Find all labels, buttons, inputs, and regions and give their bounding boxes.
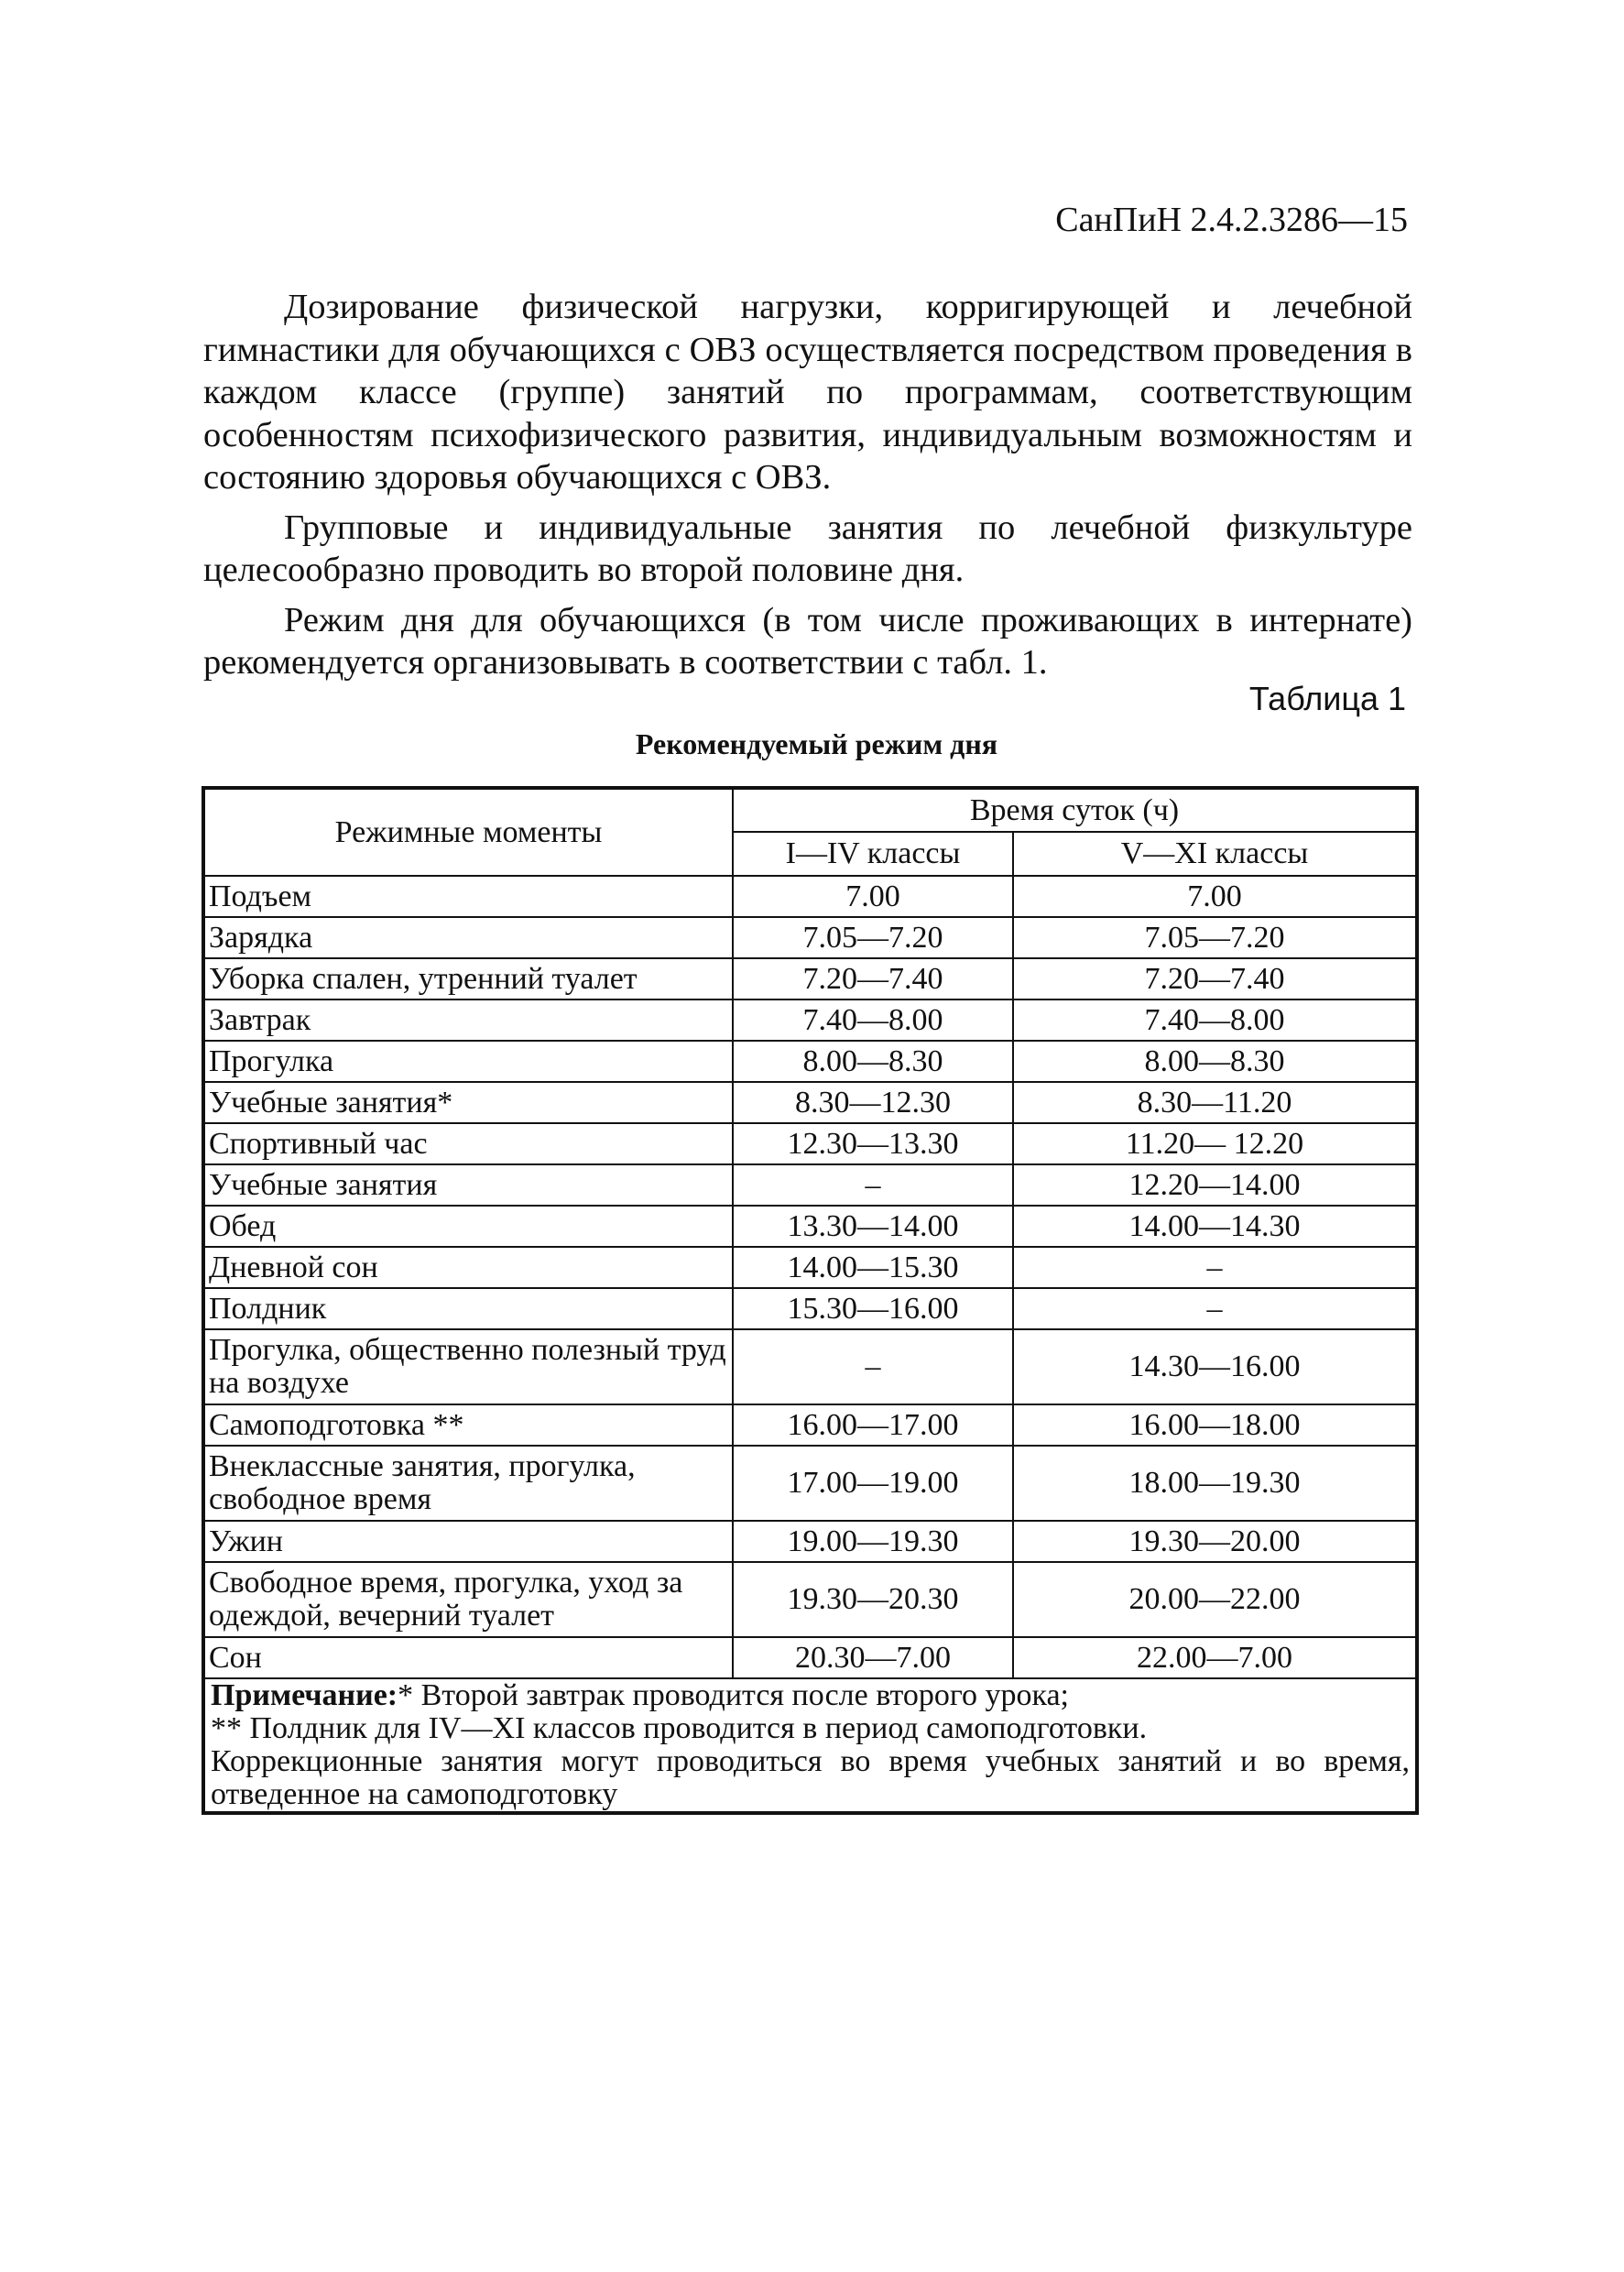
cell-moment: Учебные занятия* <box>203 1082 733 1123</box>
cell-junior: 7.05—7.20 <box>733 917 1013 958</box>
cell-moment: Ужин <box>203 1521 733 1562</box>
cell-moment: Зарядка <box>203 917 733 958</box>
header-moments: Режимные моменты <box>203 788 733 876</box>
cell-senior: 20.00—22.00 <box>1013 1562 1417 1637</box>
table-row <box>203 1041 1417 1082</box>
paragraph: Групповые и индивидуальные занятия по лечебной физкультуре целесообразно проводить во второй половине дня. <box>203 508 1412 589</box>
cell-senior: 7.00 <box>1013 876 1417 917</box>
cell-moment: Свободное время, прогулка, уход за одеждой, вечерний туалет <box>203 1562 733 1637</box>
paragraph: Дозирование физической нагрузки, корригирующей и лечебной гимнастики для обучающихся с ОВЗ осуществляется посредством проведения в каждом классе (группе) занятий по программам, соответствующим особенностям психофизического развития, индивидуальным возможностям и состоянию здоровья обучающихся с ОВЗ. <box>203 288 1412 497</box>
cell-senior: 16.00—18.00 <box>1013 1404 1417 1446</box>
cell-moment: Полдник <box>203 1288 733 1329</box>
cell-senior: 7.40—8.00 <box>1013 999 1417 1041</box>
note-line-3: Коррекционные занятия могут проводиться во время учебных занятий и во время, отведенное на самоподготовку <box>211 1744 1410 1811</box>
table-row <box>203 917 1417 958</box>
cell-moment: Спортивный час <box>203 1123 733 1164</box>
cell-junior: – <box>733 1164 1013 1206</box>
cell-senior: 8.30—11.20 <box>1013 1082 1417 1123</box>
cell-senior: 14.00—14.30 <box>1013 1206 1417 1247</box>
table-row <box>203 1404 1417 1446</box>
cell-moment: Прогулка, общественно полезный труд на воздухе <box>203 1329 733 1404</box>
cell-junior: 16.00—17.00 <box>733 1404 1013 1446</box>
note-text-1: * Второй завтрак проводится после второго урока; <box>398 1678 1070 1712</box>
table-row <box>203 1082 1417 1123</box>
note-label: Примечание: <box>211 1678 398 1712</box>
cell-junior: 19.30—20.30 <box>733 1562 1013 1637</box>
table-note-row <box>203 1678 1417 1813</box>
table-row <box>203 958 1417 999</box>
table-row <box>203 1164 1417 1206</box>
cell-moment: Дневной сон <box>203 1247 733 1288</box>
table-label: Таблица 1 <box>1248 680 1406 717</box>
header-senior: V—XI классы <box>1013 832 1417 876</box>
cell-senior: 8.00—8.30 <box>1013 1041 1417 1082</box>
cell-junior: 7.40—8.00 <box>733 999 1013 1041</box>
cell-junior: 15.30—16.00 <box>733 1288 1013 1329</box>
cell-moment: Внеклассные занятия, прогулка, свободное время <box>203 1446 733 1521</box>
table-row <box>203 1562 1417 1637</box>
cell-junior: 7.00 <box>733 876 1013 917</box>
table-row <box>203 1329 1417 1404</box>
table-row <box>203 1521 1417 1562</box>
cell-senior: 14.30—16.00 <box>1013 1329 1417 1404</box>
cell-senior: 12.20—14.00 <box>1013 1164 1417 1206</box>
cell-moment: Учебные занятия <box>203 1164 733 1206</box>
cell-senior: 7.20—7.40 <box>1013 958 1417 999</box>
cell-moment: Прогулка <box>203 1041 733 1082</box>
page-header-doc-code: СанПиН 2.4.2.3286—15 <box>1055 201 1408 239</box>
cell-junior: 12.30—13.30 <box>733 1123 1013 1164</box>
cell-senior: 22.00—7.00 <box>1013 1637 1417 1678</box>
cell-junior: 8.00—8.30 <box>733 1041 1013 1082</box>
note-line-1 <box>211 1679 1410 1712</box>
table-row <box>203 876 1417 917</box>
table-row <box>203 1206 1417 1247</box>
table-row <box>203 999 1417 1041</box>
cell-senior: 11.20— 12.20 <box>1013 1123 1417 1164</box>
cell-moment: Самоподготовка ** <box>203 1404 733 1446</box>
cell-junior: 19.00—19.30 <box>733 1521 1013 1562</box>
table-title: Рекомендуемый режим дня <box>635 727 998 760</box>
cell-moment: Обед <box>203 1206 733 1247</box>
table-note <box>203 1678 1417 1813</box>
paragraph: Режим дня для обучающихся (в том числе проживающих в интернате) рекомендуется организовывать в соответствии с табл. 1. <box>203 600 1412 682</box>
cell-junior: 13.30—14.00 <box>733 1206 1013 1247</box>
cell-junior: 7.20—7.40 <box>733 958 1013 999</box>
cell-senior: 19.30—20.00 <box>1013 1521 1417 1562</box>
note-line-2: ** Полдник для IV—XI классов проводится в период самоподготовки. <box>211 1711 1148 1745</box>
table-row <box>203 1446 1417 1521</box>
cell-junior: 8.30—12.30 <box>733 1082 1013 1123</box>
cell-senior: – <box>1013 1247 1417 1288</box>
table-header-row <box>203 788 1417 832</box>
cell-junior: 17.00—19.00 <box>733 1446 1013 1521</box>
cell-senior: 18.00—19.30 <box>1013 1446 1417 1521</box>
header-junior: I—IV классы <box>733 832 1013 876</box>
table-row <box>203 1123 1417 1164</box>
schedule-table <box>202 786 1419 1815</box>
cell-junior: – <box>733 1329 1013 1404</box>
cell-junior: 14.00—15.30 <box>733 1247 1013 1288</box>
cell-moment: Сон <box>203 1637 733 1678</box>
cell-moment: Подъем <box>203 876 733 917</box>
cell-moment: Завтрак <box>203 999 733 1041</box>
cell-senior: 7.05—7.20 <box>1013 917 1417 958</box>
cell-moment: Уборка спален, утренний туалет <box>203 958 733 999</box>
body-text <box>203 286 1412 692</box>
table-row <box>203 1247 1417 1288</box>
header-time: Время суток (ч) <box>733 788 1417 832</box>
table-row <box>203 1288 1417 1329</box>
table-row <box>203 1637 1417 1678</box>
cell-senior: – <box>1013 1288 1417 1329</box>
cell-junior: 20.30—7.00 <box>733 1637 1013 1678</box>
